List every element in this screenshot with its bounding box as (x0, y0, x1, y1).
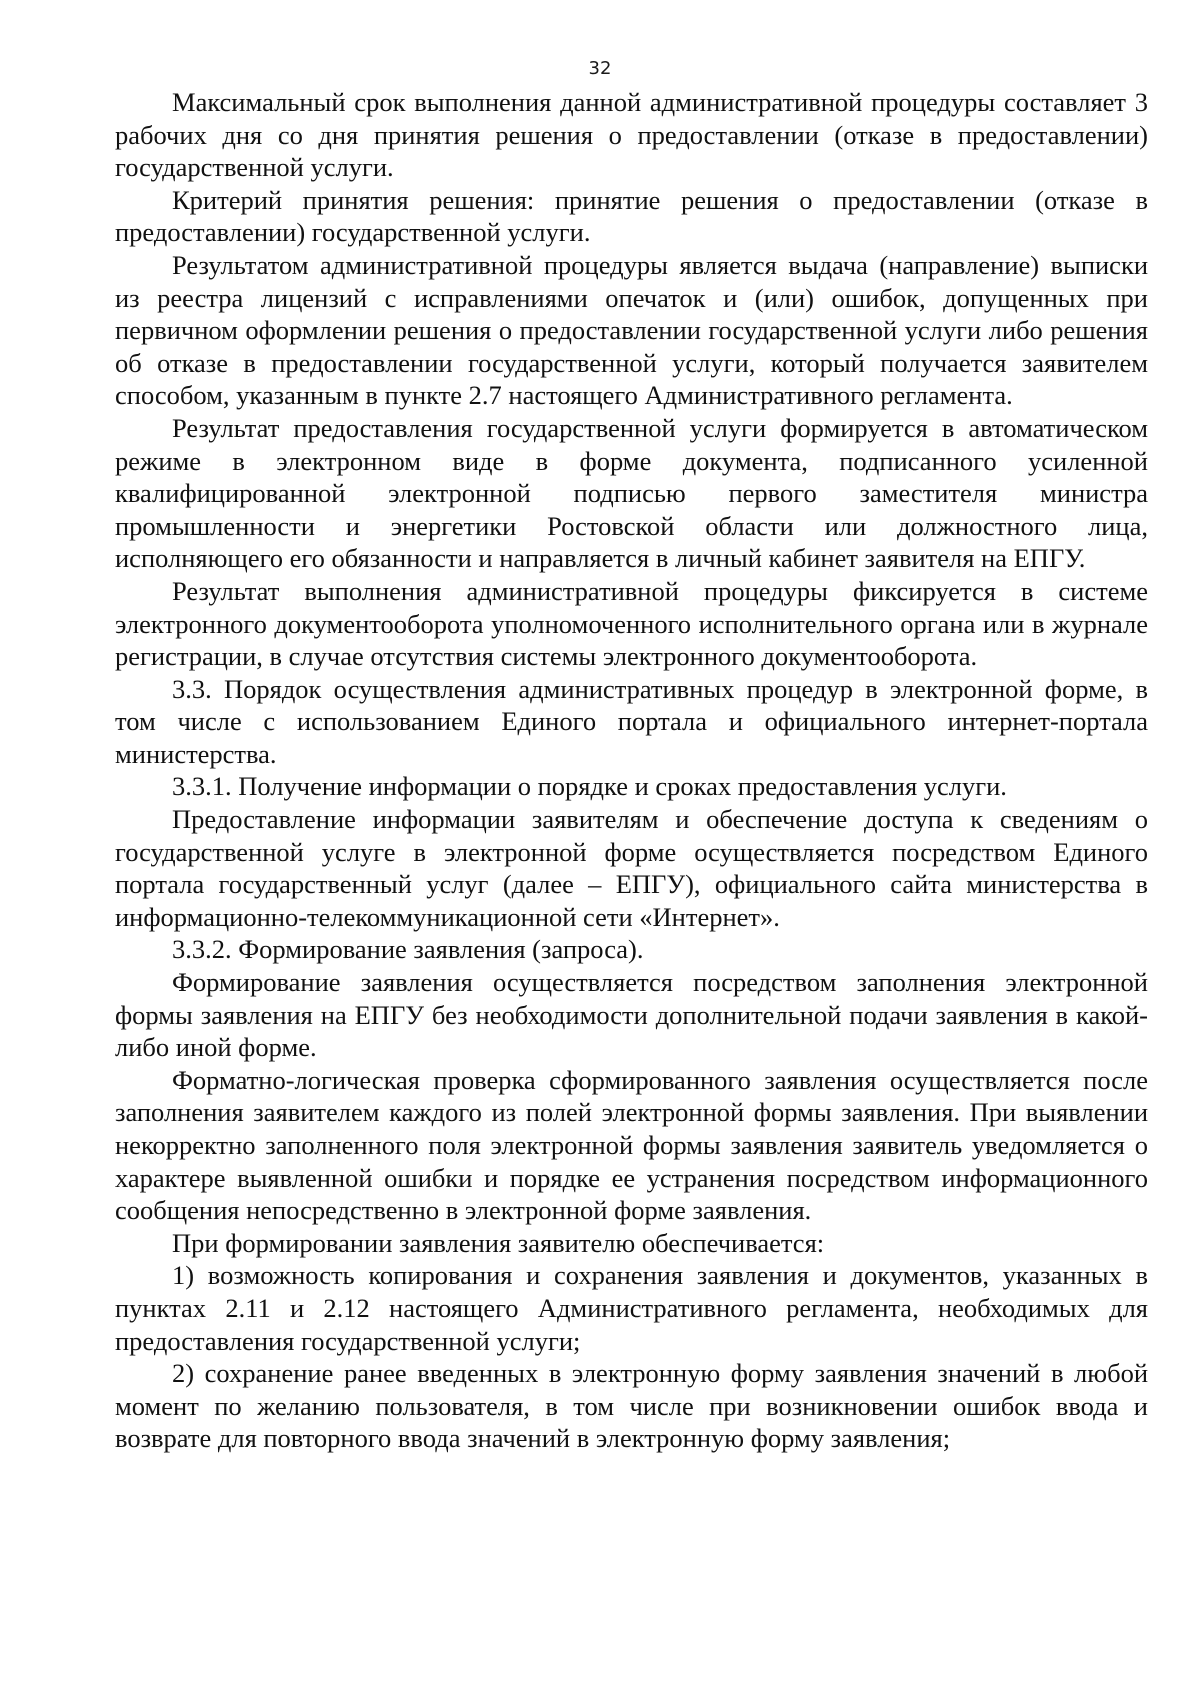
paragraph: Результат выполнения административной процедуры фиксируется в системе электронного документооборота уполномоченного исполнительного органа или в журнале регистрации, в случае отсутствия системы электронного документооборота. (115, 575, 1148, 672)
paragraph: Форматно-логическая проверка сформированного заявления осуществляется после заполнения заявителем каждого из полей электронной формы заявления. При выявлении некорректно заполненного поля электронной формы заявления заявитель уведомляется о характере выявленной ошибки и порядке ее устранения посредством информационного сообщения непосредственно в электронной форме заявления. (115, 1064, 1148, 1226)
list-item: 1) возможность копирования и сохранения заявления и документов, указанных в пунктах 2.11 и 2.12 настоящего Административного регламента, необходимых для предоставления государственной услуги; (115, 1260, 1148, 1356)
page-number: 32 (588, 58, 612, 79)
subsection-heading: 3.3.2. Формирование заявления (запроса). (172, 934, 644, 965)
paragraph: Предоставление информации заявителям и обеспечение доступа к сведениям о государственной услуге в электронной форме осуществляется посредством Единого портала государственный услуг (далее – ЕПГУ), официального сайта министерства в информационно-телекоммуникационной сети «Интернет». (115, 804, 1148, 932)
paragraph: Критерий принятия решения: принятие решения о предоставлении (отказе в предоставлении) государственной услуги. (115, 184, 1148, 248)
list-item: 2) сохранение ранее введенных в электронную форму заявления значений в любой момент по желанию пользователя, в том числе при возникновении ошибок ввода и возврате для повторного ввода значений в электронную форму заявления; (115, 1358, 1148, 1454)
paragraph: Результат предоставления государственной услуги формируется в автоматическом режиме в электронном виде в форме документа, подписанного усиленной квалифицированной электронной подписью первого заместителя министра промышленности и энергетики Ростовской области или должностного лица, исполняющего его обязанности и направляется в личный кабинет заявителя на ЕПГУ. (115, 412, 1148, 574)
subsection-heading: 3.3.1. Получение информации о порядке и сроках предоставления услуги. (172, 771, 1007, 802)
paragraph: Максимальный срок выполнения данной административной процедуры составляет 3 рабочих дня со дня принятия решения о предоставлении (отказе в предоставлении) государственной услуги. (115, 87, 1148, 183)
paragraph: Результатом административной процедуры является выдача (направление) выписки из реестра лицензий с исправлениями опечаток и (или) ошибок, допущенных при первичном оформлении решения о предоставлении государственной услуги либо решения об отказе в предоставлении государственной услуги, который получается заявителем способом, указанным в пункте 2.7 настоящего Административного регламента. (115, 249, 1148, 411)
paragraph: При формировании заявления заявителю обеспечивается: (172, 1227, 825, 1258)
section-heading: 3.3. Порядок осуществления административных процедур в электронной форме, в том числе с использованием Единого портала и официального интернет-портала министерства. (115, 673, 1148, 769)
paragraph: Формирование заявления осуществляется посредством заполнения электронной формы заявления на ЕПГУ без необходимости дополнительной подачи заявления в какой-либо иной форме. (115, 967, 1148, 1063)
document-body (115, 86, 1148, 1455)
